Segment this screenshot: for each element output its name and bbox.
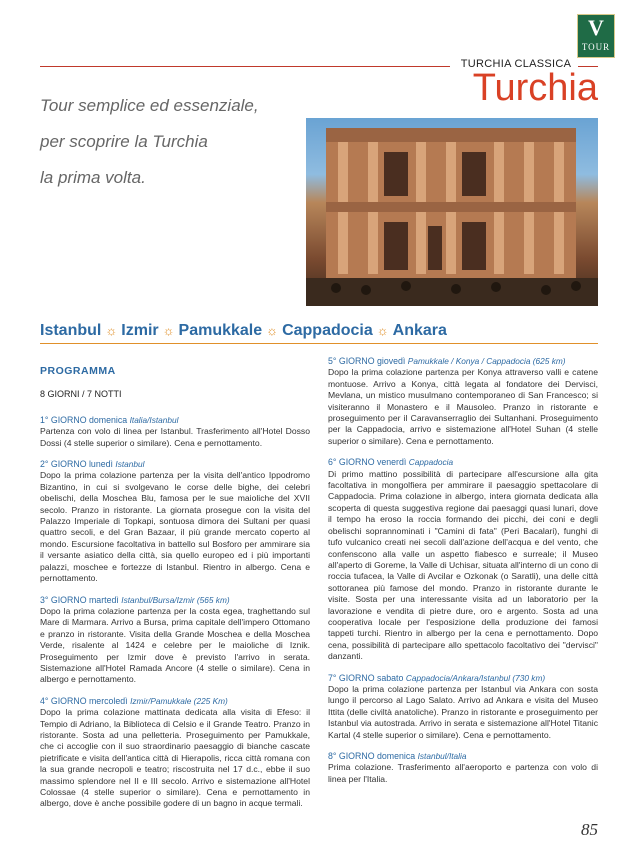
day-text: Di primo mattino possibilità di partecipare all'escursione alla gita facoltativa in mongolfiera per ammirare il paesaggio spettacolare di Cappadocia. Prima colazione in albergo, intera giornata dedicata alla scoperta di questa suggestiva regione dai paesaggi quasi lunari, dove il tempo ha eroso la roccia formando dei picchi, dei coni e degli obelischi soprannominati i "Camini di fata" (Peri Bacalari), funghi di tufo vulcanico creati nei secoli dall'azione dell'acqua e del vento, che confenscono alla valle un aspetto fiabesco e surreale; il Museo all'aperto di Goreme, la Valle di Uchisar, situata all'interno di un cono di roccia tufacea, la Valle di Avcilar e Ozkonak (o Saratli), una delle città sottoranea più famose del mondo. Pranzo in ristorante durante le visite. Sosta per una interessante visita ad un laboratorio per la lavorazione e vendita di pietre dure, oro e argento. Sosta ad una cooperativa locale per l'esposizione della produzione dei famosi tappeti turchi. Rientro in albergo per la cena e pernottamento. Dopo cena, possibilità di partecipare allo spettacolo facoltativo dei "dervisci" danzanti. (328, 468, 598, 662)
day-text: Dopo la prima colazione mattinata dedicata alla visita di Efeso: il Tempio di Adriano, la Biblioteca di Celsio e il Grande Teatro. Pranzo in ristorante. Sosta ad una pelletteria. Proseguimento per Pamukkale, che ci accoglie con il suo straordinario paesaggio di bianche cascate pietrificate e visita dell'antica città di Hierapolis, ricca città romana con la sua grande necropoli e teatro; riscostruita nel 17 d.c., ebbe il suo massimo splendore nel II e III secolo. Arrivo e sistemazione all'Hotel Colossae (4 stelle superior o similare). Cena e pernottamento in albergo, dove è anche possibile godere di un bagno in acque termali. (40, 707, 310, 809)
page-number: 85 (581, 820, 598, 839)
program-title: PROGRAMMA (40, 365, 116, 377)
country-title: Turchia (472, 67, 598, 109)
day-text: Prima colazione. Trasferimento all'aeroporto e partenza con volo di linea per l'Italia. (328, 762, 598, 784)
day-text: Dopo la prima colazione partenza per Istanbul via Ankara con sosta lungo il percorso al Lago Salato. Arrivo ad Ankara e visita del Museo Ittita (delle civiltà anatoliche). Pranzo in ristorante e proseguimento per Istanbul via autostrada. Arrivo in serata e sistemazione all'Hotel Titanic Kartal (4 stelle superior o similare). Cena e pernottamento. (328, 683, 598, 740)
day-entry (40, 595, 310, 686)
day-entry (40, 696, 310, 810)
route-title (40, 322, 600, 340)
route-divider (40, 343, 598, 344)
day-heading: 1° GIORNO domenica Italia/Istanbul (40, 414, 179, 425)
sun-icon: ☼ (376, 323, 389, 338)
day-heading: 4° GIORNO mercoledì Izmir/Pamukkale (225 Km) (40, 695, 228, 706)
day-entry (328, 356, 598, 447)
day-text: Dopo la prima colazione partenza per la costa egea, traghettando sul Mare di Marmara. Arrivo a Bursa, prima capitale dell'impero Ottomano e pranzo in ristorante. Visita della Grande Moschea e della Moschea Verde, risalente al 1424 e celebre per le maioliche di Iznik. Proseguimento per Izmir dove è previsto l'arrivo in serata. Sistemazione all'Hotel Ramada Ancore (4 stelle o similare). Cena in albergo e pernottamento. (40, 605, 310, 685)
route-stop: Cappadocia (282, 322, 373, 339)
brand-logo (577, 14, 615, 58)
tagline-line-2: per scoprire la Turchia (40, 132, 208, 151)
route-stop: Izmir (121, 322, 159, 339)
tagline-line-3: la prima volta. (40, 168, 146, 187)
route-stop: Pamukkale (178, 322, 263, 339)
sun-icon: ☼ (266, 323, 279, 338)
photo-illustration (306, 118, 598, 306)
tagline-line-1: Tour semplice ed essenziale, (40, 96, 259, 115)
day-entry (328, 457, 598, 662)
logo-text: TOUR (581, 42, 611, 52)
day-heading: 2° GIORNO lunedì Istanbul (40, 459, 145, 470)
logo-letter: V (588, 15, 604, 40)
library-of-celsus-photo (306, 118, 598, 306)
day-text: Dopo la prima colazione partenza per la visita dell'antico Ippodromo Bizantino, in cui si svolgevano le corse delle bighe, dei celebri obelischi, della Moschea Blu, famosa per le sue maioliche del XVII secolo. Pranzo in ristorante. La giornata prosegue con la visita del Palazzo Imperiale di Topkapi, sontuosa dimora dei Sultani per quasi quattro secoli, e del Gran Bazaar, il più grande mercato coperto al mondo. Escursione facoltativa in battello sul Bosforo per ammirare sia il versante asiatico della città, sia quello europeo ed i più importanti palazzi, moschee e fortezze di Istanbul. Rientro in albergo. Cena e pernottamento. (40, 470, 310, 584)
sun-icon: ☼ (105, 323, 118, 338)
header-rule-left (40, 66, 450, 67)
series-label: TURCHIA CLASSICA (460, 58, 572, 70)
route-stop: Ankara (392, 322, 447, 339)
day-entry (328, 673, 598, 741)
day-entry (40, 459, 310, 584)
day-heading: 5° GIORNO giovedì Pamukkale / Konya / Cappadocia (625 km) (328, 356, 566, 366)
program-column-left (40, 366, 310, 820)
day-heading: 7° GIORNO sabato Cappadocia/Ankara/Istanbul (730 km) (328, 672, 546, 683)
day-heading: 6° GIORNO venerdì Cappadocia (328, 457, 454, 468)
day-text: Dopo la prima colazione partenza per Konya attraverso valli e catene montuose. Arrivo a Konya, città legata al fondatore dei Dervisci, Mevlana, un mistico musulmano contemporaneo di San Francesco; si visiteranno il Monastero e il Mausoleo. Pranzo in ristorante e proseguimento per il Caravanserraglio dei Sultanhani. Proseguimento per la Cappadocia, arrivo e sistemazione all'Hotel Suhan (4 stelle superior o similare). Cena e pernottamento. (328, 367, 598, 446)
day-heading: 8° GIORNO domenica Istanbul/Italia (328, 751, 467, 761)
day-heading: 3° GIORNO martedì Istanbul/Bursa/Izmir (565 km) (40, 594, 230, 605)
sun-icon: ☼ (162, 323, 175, 338)
route-stop: Istanbul (40, 322, 102, 339)
day-entry (328, 751, 598, 785)
tagline (40, 88, 310, 196)
program-column-right (328, 356, 598, 795)
day-entry (40, 415, 310, 449)
day-text: Partenza con volo di linea per Istanbul. Trasferimento all'Hotel Dosso Dossi (4 stelle superior o similare). Cena e pernottamento. (40, 426, 310, 448)
program-duration: 8 GIORNI / 7 NOTTI (40, 389, 122, 400)
